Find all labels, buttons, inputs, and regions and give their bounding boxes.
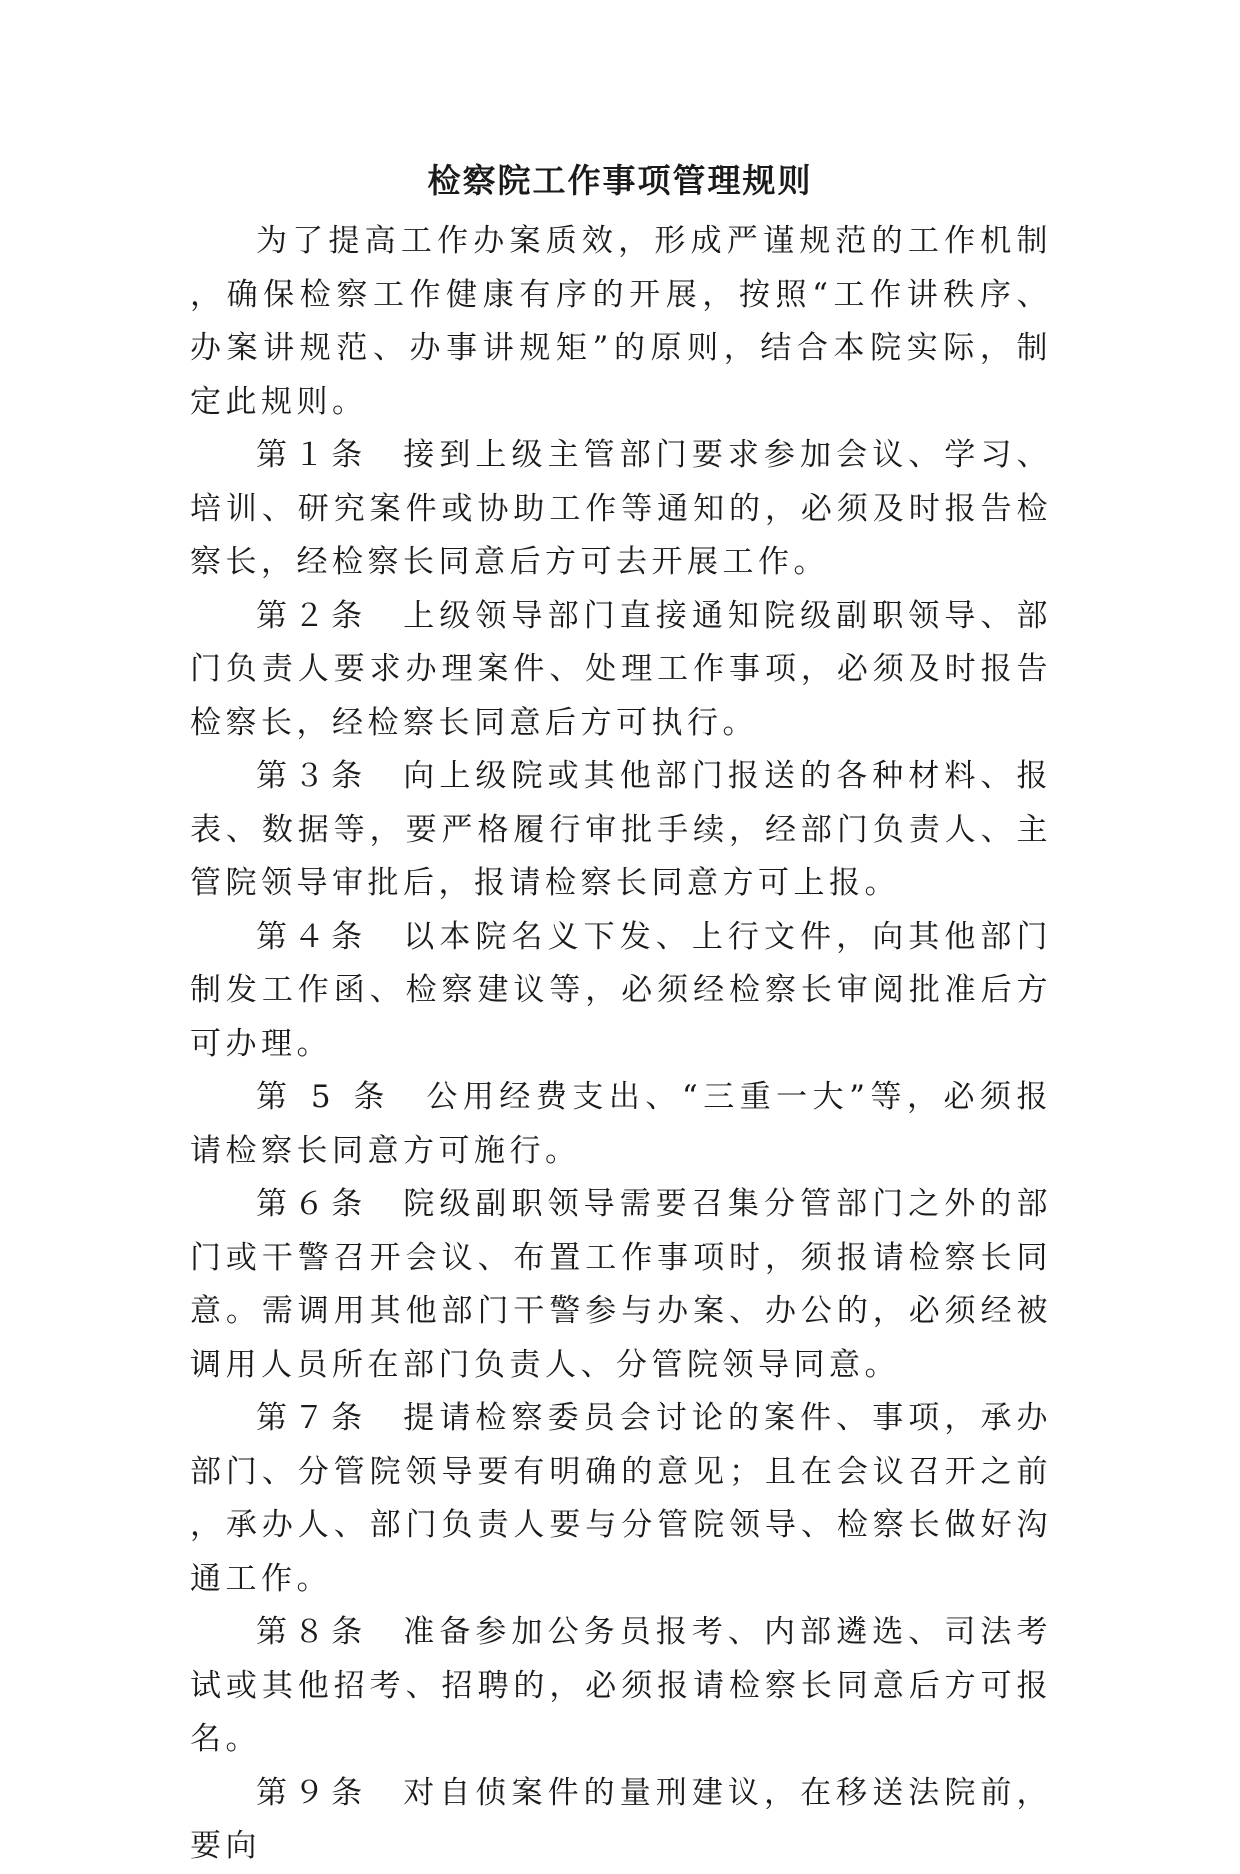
article-5	[190, 1071, 1052, 1178]
article-text: 向上级院或其他部门报送的各种材料、报表、数据等，要严格履行审批手续，经部门负责人、主管院领导审批后，报请检察长同意方可上报。	[190, 758, 1053, 901]
document-body	[190, 215, 1052, 1874]
article-text: 接到上级主管部门要求参加会议、学习、培训、研究案件或协助工作等通知的，必须及时报告检察长，经检察长同意后方可去开展工作。	[190, 437, 1053, 580]
article-2	[190, 590, 1052, 751]
article-1	[190, 429, 1052, 590]
article-text: 准备参加公务员报考、内部遴选、司法考试或其他招考、招聘的，必须报请检察长同意后方可报名。	[190, 1614, 1053, 1757]
article-4	[190, 911, 1052, 1072]
article-number: 第８条	[256, 1614, 369, 1650]
article-number: 第６条	[256, 1186, 369, 1222]
article-6	[190, 1178, 1052, 1392]
article-text: 公用经费支出、“三重一大”等，必须报请检察长同意方可施行。	[190, 1079, 1052, 1169]
article-text: 院级副职领导需要召集分管部门之外的部门或干警召开会议、布置工作事项时，须报请检察长同意。需调用其他部门干警参与办案、办公的，必须经被调用人员所在部门负责人、分管院领导同意。	[190, 1186, 1053, 1383]
article-text: 对自侦案件的量刑建议，在移送法院前，要向	[190, 1774, 1053, 1864]
article-text: 上级领导部门直接通知院级副职领导、部门负责人要求办理案件、处理工作事项，必须及时报告检察长，经检察长同意后方可执行。	[190, 597, 1053, 741]
article-number: 第３条	[256, 758, 369, 794]
article-number: 第１条	[256, 437, 369, 473]
document-title: 检察院工作事项管理规则	[427, 161, 813, 200]
article-7	[190, 1392, 1052, 1606]
article-number: 第９条	[256, 1774, 369, 1811]
article-8	[190, 1606, 1052, 1767]
article-number: 第２条	[256, 597, 369, 634]
article-3	[190, 750, 1052, 911]
article-number: 第４条	[256, 918, 369, 955]
article-text: 以本院名义下发、上行文件，向其他部门制发工作函、检察建议等，必须经检察长审阅批准后方可办理。	[190, 918, 1053, 1062]
article-text: 提请检察委员会讨论的案件、事项，承办部门、分管院领导要有明确的意见；且在会议召开之前，承办人、部门负责人要与分管院领导、检察长做好沟通工作。	[190, 1400, 1053, 1597]
intro-paragraph: 为了提高工作办案质效，形成严谨规范的工作机制，确保检察工作健康有序的开展，按照“工作讲秩序、办案讲规范、办事讲规矩”的原则，结合本院实际，制定此规则。	[190, 223, 1052, 420]
article-9	[190, 1767, 1052, 1874]
article-number: 第 5 条	[256, 1079, 392, 1115]
article-number: 第７条	[256, 1400, 369, 1436]
